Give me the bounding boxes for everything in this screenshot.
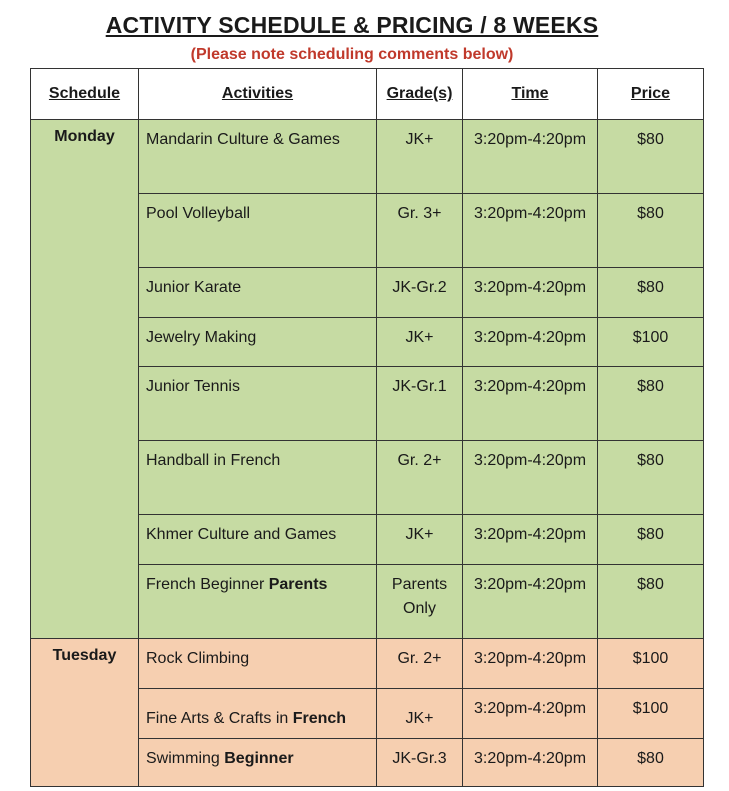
activity-time: 3:20pm-4:20pm: [463, 318, 598, 367]
activity-grade: JK+: [377, 120, 463, 194]
header-activities: Activities: [139, 69, 377, 120]
activity-name: French Beginner Parents: [139, 565, 377, 639]
activity-price: $100: [598, 639, 704, 689]
header-row: [31, 69, 704, 120]
activity-grade: JK+: [377, 515, 463, 565]
activity-grade: Parents Only: [377, 565, 463, 639]
activity-name: Fine Arts & Crafts in French: [139, 689, 377, 739]
activity-grade: Gr. 2+: [377, 639, 463, 689]
activity-time: 3:20pm-4:20pm: [463, 689, 598, 739]
header-price: Price: [598, 69, 704, 120]
activity-time: 3:20pm-4:20pm: [463, 268, 598, 318]
activity-price: $80: [598, 515, 704, 565]
activity-grade: JK-Gr.3: [377, 739, 463, 787]
activity-price: $80: [598, 120, 704, 194]
activity-grade: Gr. 3+: [377, 194, 463, 268]
activity-price: $80: [598, 194, 704, 268]
activity-price: $80: [598, 367, 704, 441]
activity-price: $80: [598, 739, 704, 787]
activity-grade: JK-Gr.1: [377, 367, 463, 441]
activity-time: 3:20pm-4:20pm: [463, 367, 598, 441]
activity-name: Jewelry Making: [139, 318, 377, 367]
table-row: [31, 639, 704, 689]
activity-time: 3:20pm-4:20pm: [463, 515, 598, 565]
activity-price: $80: [598, 565, 704, 639]
page-subtitle: (Please note scheduling comments below): [190, 46, 514, 63]
activity-price: $80: [598, 268, 704, 318]
activity-grade: JK-Gr.2: [377, 268, 463, 318]
page-title: ACTIVITY SCHEDULE & PRICING / 8 WEEKS: [105, 12, 599, 38]
activity-price: $100: [598, 318, 704, 367]
activity-price: $100: [598, 689, 704, 739]
activity-grade: Gr. 2+: [377, 441, 463, 515]
activity-name: Mandarin Culture & Games: [139, 120, 377, 194]
activity-time: 3:20pm-4:20pm: [463, 639, 598, 689]
activity-time: 3:20pm-4:20pm: [463, 565, 598, 639]
activity-grade: JK+: [377, 689, 463, 739]
header-schedule: Schedule: [31, 69, 139, 120]
activity-name: Pool Volleyball: [139, 194, 377, 268]
header-grades: Grade(s): [377, 69, 463, 120]
activity-name: Junior Karate: [139, 268, 377, 318]
activity-time: 3:20pm-4:20pm: [463, 739, 598, 787]
activity-time: 3:20pm-4:20pm: [463, 441, 598, 515]
table-row: [31, 120, 704, 194]
activity-name: Khmer Culture and Games: [139, 515, 377, 565]
activity-name: Handball in French: [139, 441, 377, 515]
activity-time: 3:20pm-4:20pm: [463, 120, 598, 194]
activity-grade: JK+: [377, 318, 463, 367]
schedule-table: [30, 68, 704, 787]
activity-name: Junior Tennis: [139, 367, 377, 441]
day-tuesday: Tuesday: [31, 639, 139, 787]
activity-price: $80: [598, 441, 704, 515]
activity-name: Swimming Beginner: [139, 739, 377, 787]
activity-name: Rock Climbing: [139, 639, 377, 689]
header-time: Time: [463, 69, 598, 120]
day-monday: Monday: [31, 120, 139, 639]
activity-time: 3:20pm-4:20pm: [463, 194, 598, 268]
